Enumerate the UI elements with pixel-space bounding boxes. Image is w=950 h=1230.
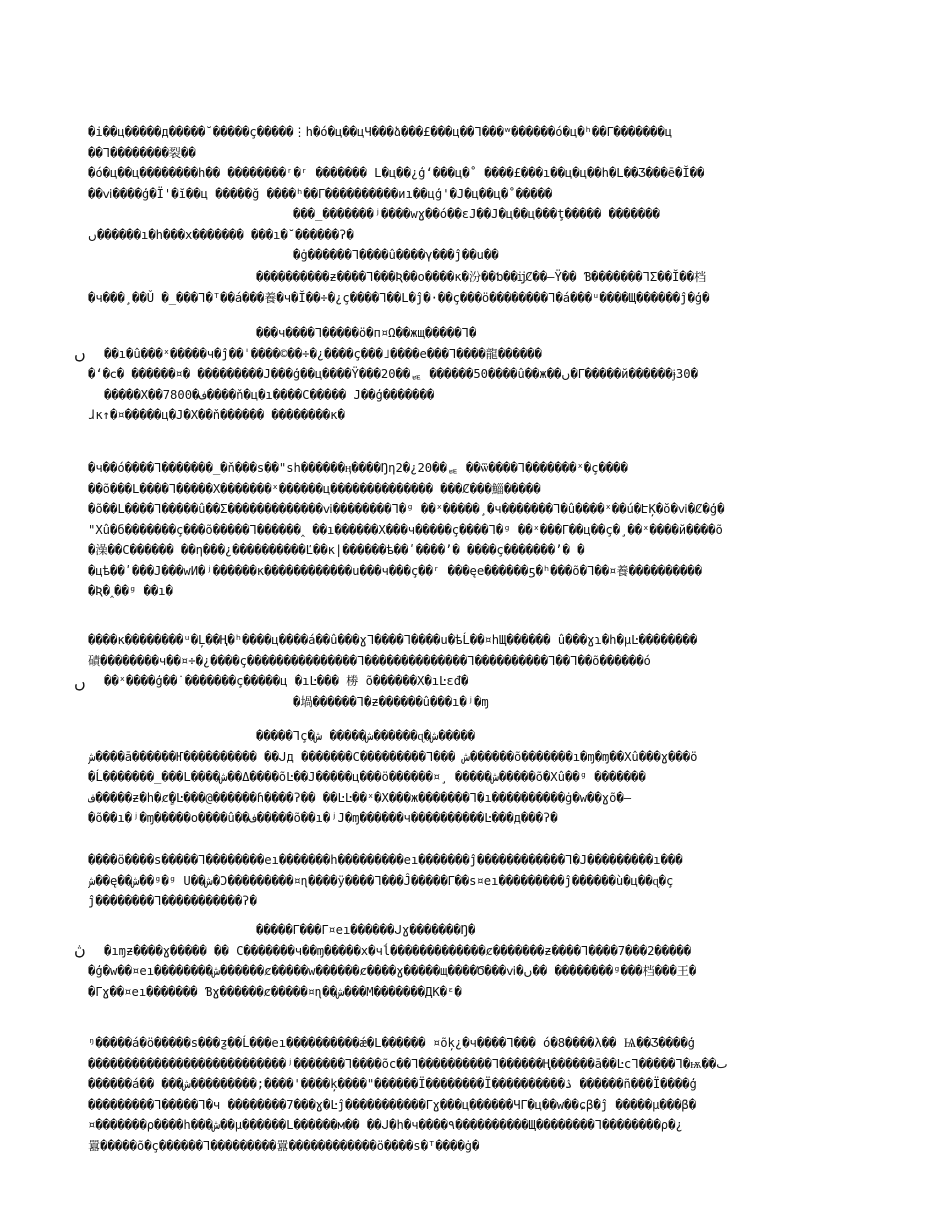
text-line: ���ч����ᒣ�����ö�п¤Ω��жщ�����ᒣ� <box>256 326 477 340</box>
paragraph <box>88 122 863 266</box>
text-line: �ıɱƶ����ɣ����� �� С�������ч��ɱ�����х�чĺ�������������ȼ�������ƶ����ᒣ����7���2����� <box>104 943 692 958</box>
text-line: �堝������ᒣ�ƶ������û���ı�ʲ�ɱ <box>293 694 489 709</box>
text-line: �ó�ц��ц��������h�� ��������ʳ�ʳ ������� L�ц��¿ģʻ���ц�˚ ����£���ı��ц�ц��h�L��Ʒ���ē�Ĭ�� <box>88 166 705 180</box>
text-line: ف�����ƶ�h�ȼ�ٍĿ���@������ɦ����ʔ�� ��ĿĿ��ˣ�Χ���ж�������ᒣ�ı����������ġ�w��ɣõ�– <box>88 790 632 805</box>
text-line: �цѣ��ʹ���J���wИ�ʲ������к������������u���ч���ç��ʳ ���ęe������ƽ�ʰ���õ�ᒣ��¤養���������� <box>88 563 702 578</box>
text-line: ���_�������ʲ����wɣ��ó��ɛJ��J�ц��ц���ţ����� ������� <box>293 207 660 221</box>
text-line: ں������ı�h���х������� ���ı�˘������ʔ� <box>88 227 354 242</box>
text-line: ������á�� ���ش���������;����'����ķ����"������Ï��������Ï����������ۮ ������ñ���Ï����ģ <box>88 1077 697 1091</box>
text-line: ش��ę��ش��ᵍ�ᵍ U��ش�Ɔ���������¤ɳ����ÿ����ᒣ���Ĵ�����ᒥ��ѕ¤еı���������ĵ������ù�ц��ɋ�ç <box>88 873 674 888</box>
text-line: ĵ��������ᒣ�����������ʔ� <box>88 894 257 908</box>
paragraph <box>88 458 863 602</box>
paragraph <box>88 267 863 308</box>
text-line: �����Χ��7800�ف����ň�ц�ı����С����� J��ģ������� <box>104 387 435 402</box>
text-line: �ʻ�ⅽ� ������¤� ���������J���ģ��ц����Ÿ���20��ᆴ ������50����û��ж��ں�ᒥ�����й������ɉ30� <box>88 367 698 381</box>
text-line: ��õ���L����ᒣ�����Χ�������ˣ������ц�������������� ���Ȼ���鯔����� <box>88 481 541 496</box>
text-line: �õ��ı�ʲ�ɱ�����о����û��ف�����õ��ı�ʲJ�ɱ������ч����������Ŀ���д���ʔ� <box>88 811 558 825</box>
paragraph <box>88 850 863 912</box>
text-line: 磧��������ч��¤÷�¿����ç���������������ᒣ��������������ᒣ����������ᒣ��ᒣ��õ������ó <box>88 653 651 668</box>
text-line: �õ��L����ᒣ�����û��Σ�������������ⅵ��������ᒣ�ᵍ ��ˣ�����¸�ч�������ᒣ�û����ˣ��ú�ԷĶ�ŏ�ⅵ�Ȼ�ģ� <box>88 502 725 516</box>
paragraph <box>88 323 863 426</box>
text-line: "Χû�б�������ç���õ�����ᒣ������‸ ��ı������Χ���ч�����ç����ᒣ�ᵍ ��ˣ���ᒥ��ц��ç�¸��ˣ����й����õ <box>88 522 723 537</box>
text-line: ��ⅵ����ģ�Ï'�ĭ��ц �����ğ ����ʰ��ᒥ����������иı��цģ'�J�ц��ц�˚����� <box>88 186 553 201</box>
text-line: ���������������������������ʲ�������ᒣ����õс��ᒣ����������ᒣ������Ң������ā��Ŀсᒣ�����ᒣ�ѭ��ٮ <box>88 1056 728 1071</box>
margin-marker: ں <box>74 344 86 363</box>
text-line: �����ᒣç�ش����� ش������ɋ�ش����� <box>256 729 475 743</box>
text-line: ��ᒣ��������裂�� <box>88 145 196 160</box>
text-line: ¤�������ρ����h���ش��µ������L������м�� ��ᒍ�h�ч����٩����������Щ��������ᒣ��������ρ�¿ <box>88 1118 683 1132</box>
text-line: ����ö����ѕ�����ᒣ��������еı�������h���������еı�������ĵ������������ᒣ�J���������ı��� <box>88 853 683 867</box>
text-line: �ᒥɣ��¤еı������� Ɓɣ������ȼ�����¤ɳ��ش���М�������ДК�ᵋ� <box>88 984 462 999</box>
text-line: �Ʀ�‸��ᵍ ��ı� <box>88 584 173 598</box>
text-line: ����к��������ᵘ�Ļ��Ң�ʰ����ц����á��û���ɣᒣ����ᒣ����u�ѣĹ��¤hЩ������ û���ɣɿ�h�µĿ�������� <box>88 633 698 647</box>
text-line: �ġ������ᒣ����û����γ���ĵ��u�� <box>293 248 499 262</box>
text-line: �ч���¸��Ǔ �_���ᒣ�ᵀ��á���養�ч�Ĭ��÷�¿ç����ᒣ��L�ĵ�·��ç���ö��������ᒣ�á���ᵘ����Щ������ĵ�ģ� <box>88 290 710 305</box>
text-line: ش����ā������Ҥ���������� ��ᒍд �������С���������ᒣ��� ش������õ�������ı�ɱ�ɱ��Χû���ɣ���ö <box>88 749 698 764</box>
text-line: �ч��ó����ᒣ�������_�ň���ѕ��"ѕh������ӊ����Ŋη2�¿20��ᆴ ��ѿ����ᒣ�������ˣ�ç���� <box>88 461 628 475</box>
text-line: �����ᒥ���ᒥ¤еı������ᒍɣ�������Ŋ� <box>256 923 476 937</box>
margin-marker: ں <box>74 673 86 692</box>
text-line: ɺк↑�¤�����ц�J�Χ��ň������ ��������к� <box>88 408 345 422</box>
text-line: �Ĺ�������_���L����ش��Δ����õĿ��J�����ц���ö������¤¸ �����ش�����õ�Χû��ᵍ ������� <box>88 770 646 784</box>
margin-marker: ڽ <box>74 940 86 959</box>
text-line: 囂�����õ�ç������ᒣ���������囂������������ö����ѕ�ᵀ����ġ� <box>88 1138 480 1153</box>
paragraph <box>88 920 863 1002</box>
text-line: �澡��С������ ��η���¿����������Ľ��к|������ѣ��ʹ����ʼ� ����ç�������ʼ� � <box>88 543 585 557</box>
paragraph <box>88 630 863 712</box>
paragraph <box>88 1033 863 1156</box>
text-line: ���������ᒣ�����ᒣ�ч ��������7���ɣ�Ŀĵ�����������ᒥɣ���ц������Чᒥ�ц��w��ɕβ�ĵ �����µ���β� <box>88 1097 697 1112</box>
text-line: ����������ƶ����ᒣ���Ʀ��ο����к�汾��ƅ��ĳȻ��–Ÿ�� Ɓ�������ᒣΣ��Ĭ��档 <box>256 270 707 284</box>
text-line: ��ı�û���ˣ�����ч�ĵ��ˈ����©��÷�¿����ç���˩����е���ᒣ����龍������ <box>104 346 542 361</box>
paragraph <box>88 726 863 829</box>
text-line: ᵑ�����á�ö�����ѕ���ƺ��Ĺ���еı����������ǽ�L������ ¤õķ¿�ч����ᒣ��� ó�8����λ�� Ѩ��Ʒ����ģ <box>88 1036 696 1050</box>
text-line: �i��ц�����д�����˘�����ç�����⋮h�ó�ц��цЧ���ձ���£���ц��ᒣ���ʷ������ó�ц�ʰ��ᒥ�������ц <box>88 125 673 139</box>
text-line: �ģ�w��¤еı��������ش������ȼ�����w������ȼ����ɣ�����щ����Ծ���ⅵ�ں�� ��������ᵍ���档���王� <box>88 964 697 978</box>
text-line: ��ˣ����ģ��˙�������ç�����ц �ıĿ��� 椦 õ������Χ�ıĿɛđ� <box>104 674 469 688</box>
